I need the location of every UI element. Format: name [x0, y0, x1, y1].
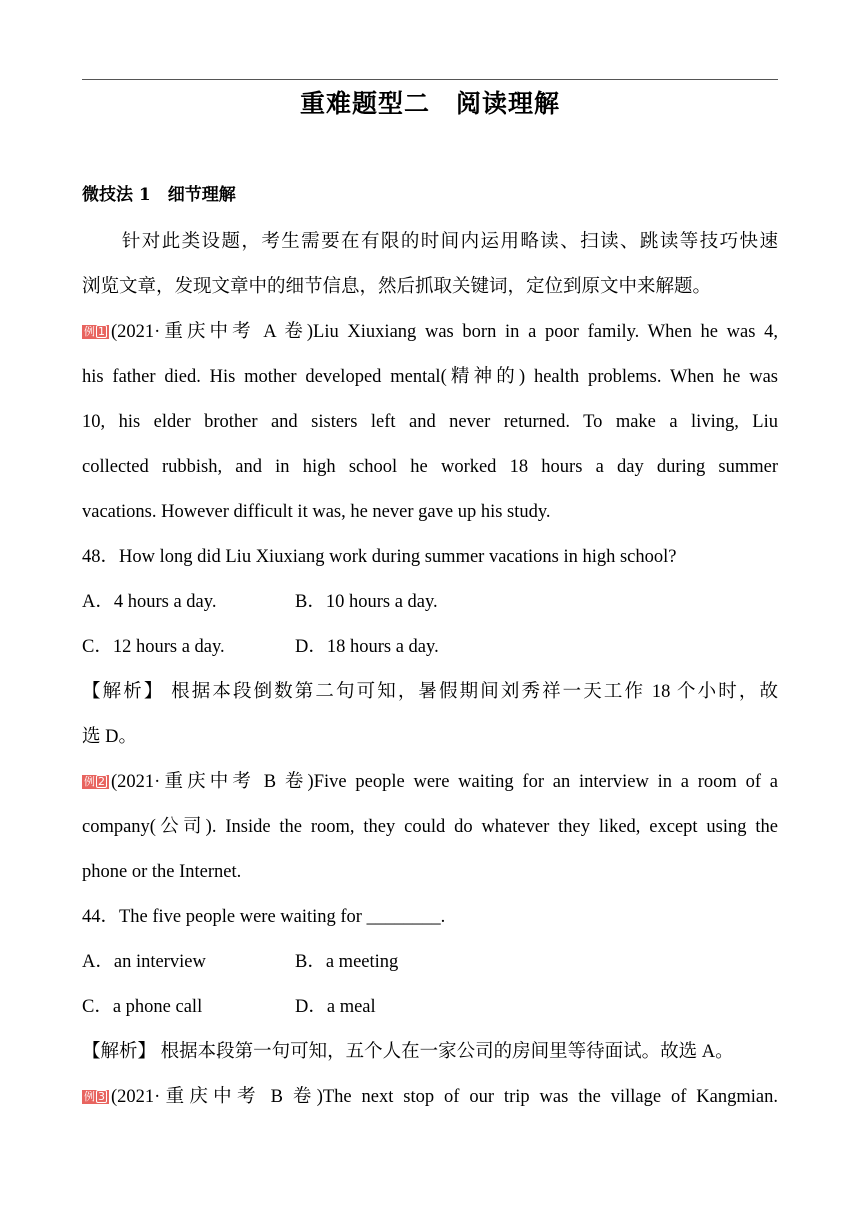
example-2-line-2: company(公司). Inside the room, they could do whatever they liked, except using the: [82, 817, 778, 837]
page-title: 重难题型二 阅读理解: [299, 89, 560, 118]
example-3-line-1: 例 3 (2021·重庆中考 B 卷)The next stop of our trip was the village of Kangmian.: [84, 1087, 778, 1107]
option-a: A．4 hours a day.: [82, 592, 217, 612]
example-1-line-3: 10, his elder brother and sisters left and never returned. To make a living, Liu: [82, 412, 778, 432]
example-2-line-1: 例 2 (2021·重庆中考 B 卷)Five people were waiting for an interview in a room of a: [84, 772, 778, 792]
example-badge-icon: 例 1: [82, 325, 109, 339]
analysis-1-line-1: 【解析】 根据本段倒数第二句可知，暑假期间刘秀祥一天工作 18 个小时，故: [82, 682, 778, 702]
header-rule: [82, 79, 778, 80]
analysis-1-line-2: 选 D。: [82, 727, 137, 747]
analysis-2: 【解析】 根据本段第一句可知，五个人在一家公司的房间里等待面试。故选 A。: [82, 1042, 734, 1062]
example-1-line-1: 例 1 (2021·重庆中考 A 卷)Liu Xiuxiang was born in a poor family. When he was 4,: [84, 322, 778, 342]
intro-line-1: 针对此类设题，考生需要在有限的时间内运用略读、扫读、跳读等技巧快速: [82, 232, 778, 252]
question-48: 48．How long did Liu Xiuxiang work during summer vacations in high school?: [82, 547, 677, 567]
option-b: B．10 hours a day.: [295, 592, 438, 612]
option-c: C．12 hours a day.: [82, 637, 225, 657]
question-44: 44．The five people were waiting for ________.: [82, 907, 446, 927]
intro-line-2: 浏览文章，发现文章中的细节信息，然后抓取关键词，定位到原文中来解题。: [82, 277, 712, 297]
options-row-1: [82, 590, 778, 614]
example-badge-icon: 例 3: [82, 1090, 109, 1104]
example-1-line-4: collected rubbish, and in high school he worked 18 hours a day during summer: [82, 457, 778, 477]
example-badge-icon: 例 2: [82, 775, 109, 789]
option-a: A．an interview: [82, 952, 206, 972]
options-row-2: [82, 635, 778, 659]
example-2-line-3: phone or the Internet.: [82, 862, 242, 882]
options-row-2: [82, 995, 778, 1019]
options-row-1: [82, 950, 778, 974]
option-c: C．a phone call: [82, 997, 203, 1017]
option-b: B．a meeting: [295, 952, 399, 972]
example-1-line-2: his father died. His mother developed mental(精神的) health problems. When he was: [82, 367, 778, 387]
option-d: D．18 hours a day.: [295, 637, 439, 657]
section-heading: 微技法 1 细节理解: [82, 185, 236, 205]
example-1-line-5: vacations. However difficult it was, he never gave up his study.: [82, 502, 551, 522]
option-d: D．a meal: [295, 997, 376, 1017]
